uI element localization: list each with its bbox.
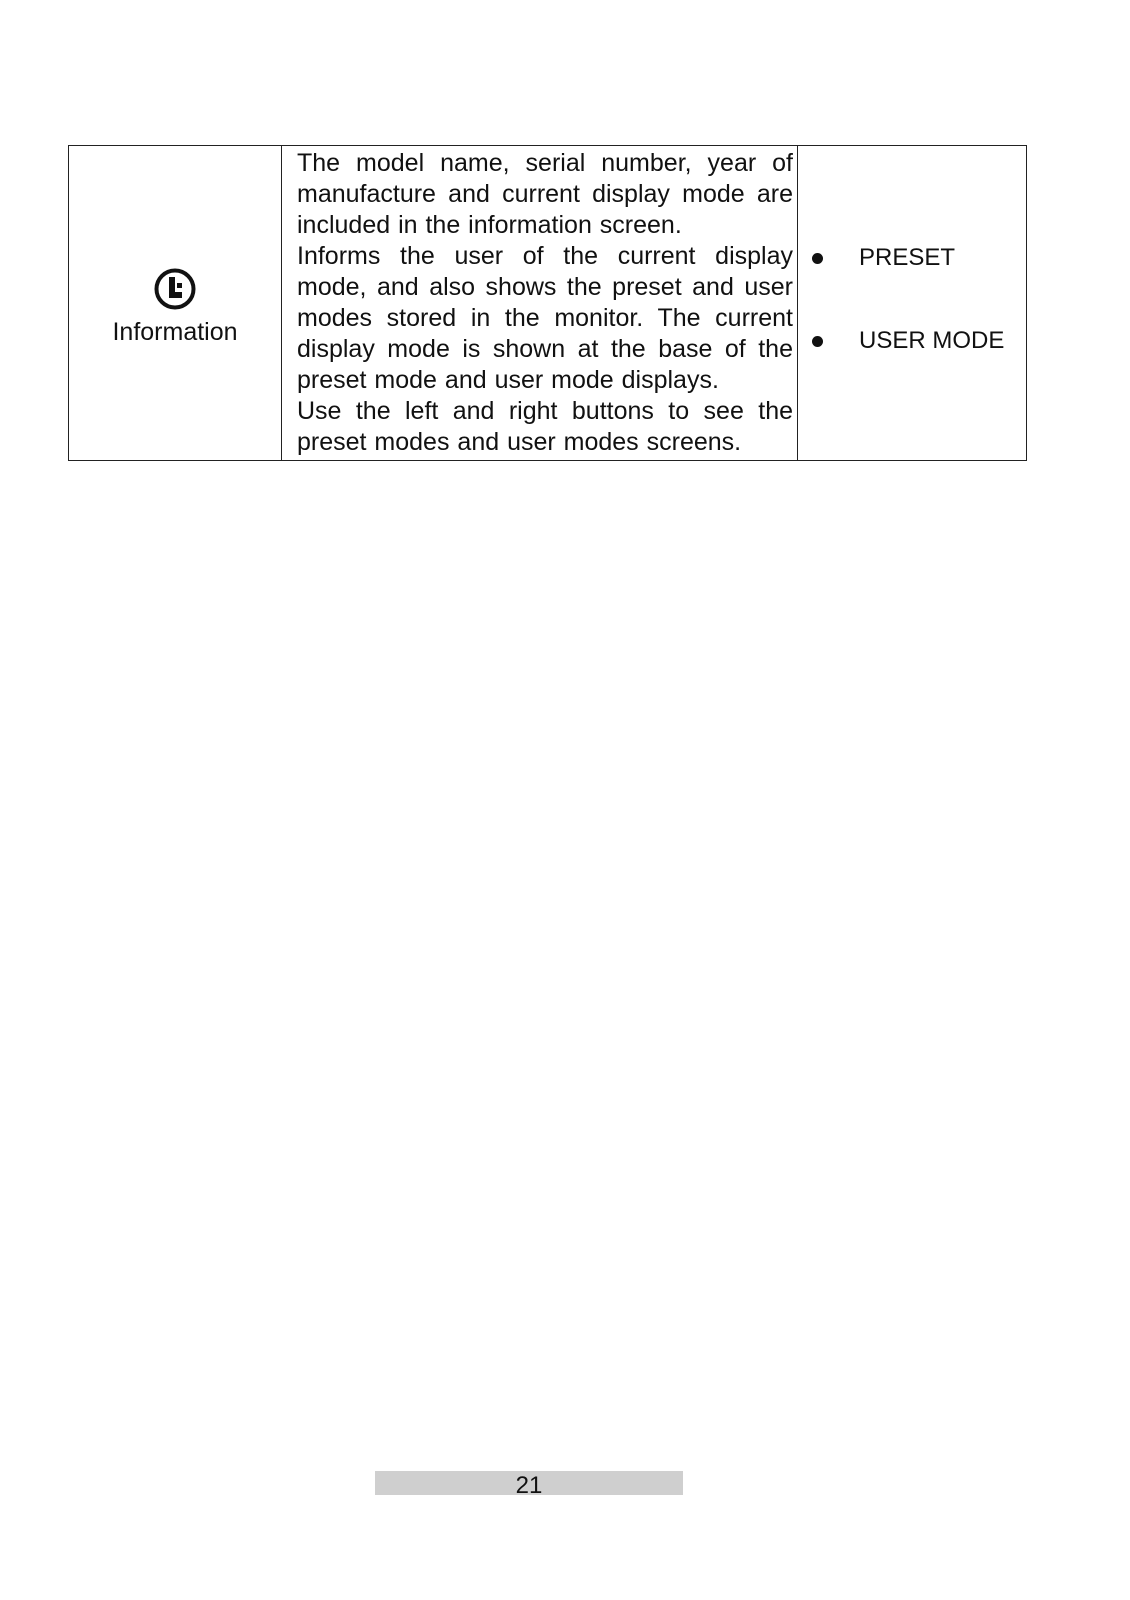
function-name-cell — [69, 146, 282, 461]
description-paragraph: Use the left and right buttons to see the preset modes and user modes screens. — [297, 397, 793, 456]
bullet-icon — [812, 253, 823, 264]
description-paragraph: Informs the user of the current display mode, and also shows the preset and user modes stored in the monitor. The current display mode is shown at the base of the preset mode and user mode displays. — [297, 242, 793, 394]
information-table — [68, 145, 1027, 461]
options-cell — [798, 146, 1027, 461]
option-item-user-mode — [798, 329, 1026, 353]
description-paragraph: The model name, serial number, year of manufacture and current display mode are included in the information screen. — [297, 149, 793, 239]
bullet-icon — [812, 336, 823, 347]
option-label: USER MODE — [859, 327, 1005, 354]
info-circle-icon — [69, 267, 281, 311]
table-row — [69, 146, 1027, 461]
options-list — [798, 246, 1026, 353]
description-cell — [282, 146, 798, 461]
option-label: PRESET — [859, 244, 956, 271]
page-number: 21 — [375, 1471, 683, 1495]
function-name-label: Information — [112, 318, 238, 346]
option-item-preset — [798, 246, 1026, 270]
